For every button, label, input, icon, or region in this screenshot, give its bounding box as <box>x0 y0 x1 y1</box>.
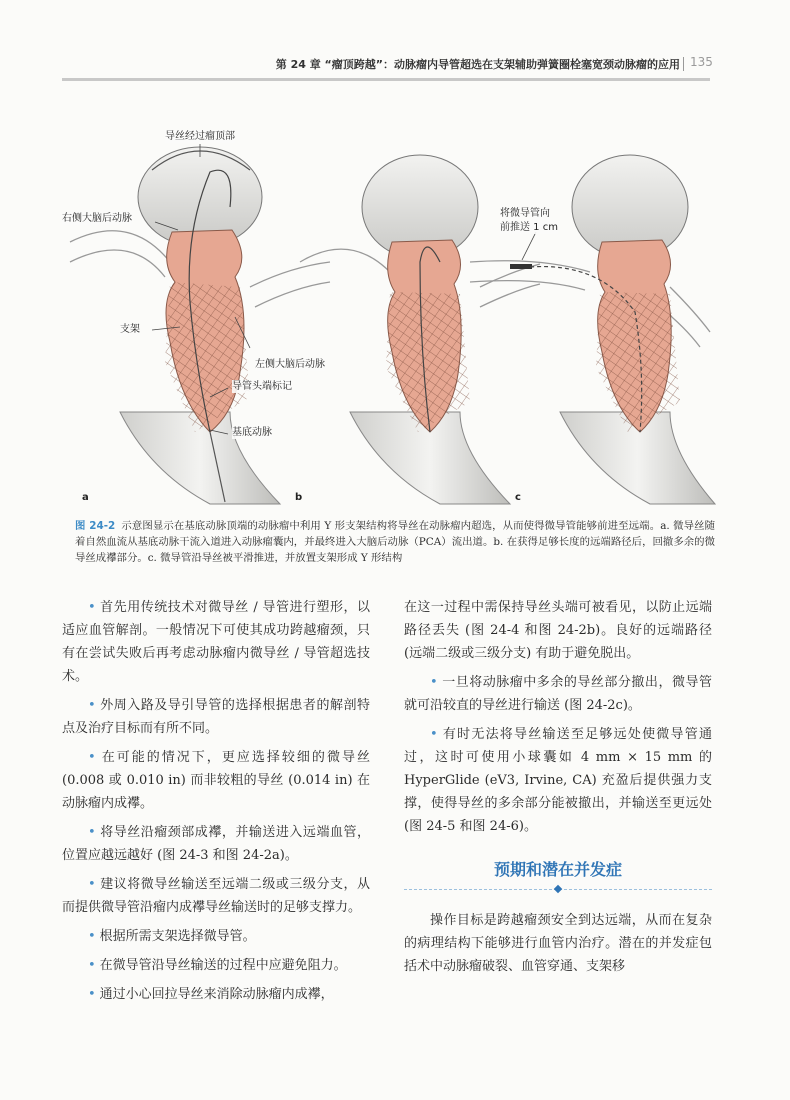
label-catheter-tip: 导管头端标记 <box>232 381 292 392</box>
label-stent: 支架 <box>120 324 140 335</box>
bullet-item <box>62 954 370 977</box>
bullet-marker: • <box>88 877 96 892</box>
continued-paragraph: 在这一过程中需保持导丝头端可被看见，以防止远端路径丢失 (图 24-4 和图 24-2b)。良好的远端路径 (远端二级或三级分支) 有助于避免脱出。 <box>404 600 712 661</box>
label-advance-line-2: 前推送 1 cm <box>500 222 558 233</box>
panel-letter-a: a <box>82 492 89 503</box>
header-divider <box>683 57 684 71</box>
bullet-item <box>62 596 370 688</box>
bullet-marker: • <box>88 825 96 840</box>
bullet-text: 在可能的情况下，更应选择较细的微导丝 (0.008 或 0.010 in) 而非较粗的导丝 (0.014 in) 在动脉瘤内成襻。 <box>62 750 370 811</box>
label-basilar: 基底动脉 <box>232 427 272 438</box>
caption-number: 图 24-2 <box>75 520 116 532</box>
running-header <box>0 52 790 80</box>
label-wire-over-dome: 导丝经过瘤顶部 <box>165 131 235 142</box>
bullet-text: 通过小心回拉导丝来消除动脉瘤内成襻， <box>99 987 334 1002</box>
section-paragraph: 操作目标是跨越瘤颈安全到达远端，从而在复杂的病理结构下能够进行血管内治疗。潜在的并发症包括术中动脉瘤破裂、血管穿通、支架移 <box>404 913 712 974</box>
section-divider <box>404 885 712 895</box>
bullet-marker: • <box>88 750 96 765</box>
bullet-marker: • <box>88 698 96 713</box>
bullet-item <box>404 671 712 717</box>
bullet-marker: • <box>430 675 438 690</box>
bullet-text: 首先用传统技术对微导丝 / 导管进行塑形，以适应血管解剖。一般情况下可使其成功跨越瘤颈，只有在尝试失败后再考虑动脉瘤内微导丝 / 导管超选技术。 <box>62 600 370 684</box>
label-advance-line-1: 将微导管向 <box>500 208 550 219</box>
chapter-title: 第 24 章 “瘤顶跨越”：动脉瘤内导管超选在支架辅助弹簧圈栓塞宽颈动脉瘤的应用 <box>275 58 680 71</box>
figure-caption <box>75 518 715 566</box>
bullet-item <box>62 694 370 740</box>
bullet-item <box>62 983 370 1006</box>
page-number: 135 <box>690 55 713 69</box>
label-left-pca: 左侧大脑后动脉 <box>255 359 325 370</box>
section-heading: 预期和潜在并发症 <box>493 860 622 879</box>
bullet-marker: • <box>88 987 96 1002</box>
caption-text: 示意图显示在基底动脉顶端的动脉瘤中利用 Y 形支架结构将导丝在动脉瘤内超选，从而使得微导管能够前进至远端。a. 微导丝随着自然血流从基底动脉干流入道进入动脉瘤囊内，并最终进入大脑后动脉（PCA）流出道。b. 在获得足够长度的远端路径后，回撤多余的微导丝成襻部分。c. 微导管沿导丝被平滑推进，并放置支架形成 Y 形结构 <box>75 520 716 564</box>
left-column <box>62 596 370 1012</box>
figure-24-2 <box>60 112 720 512</box>
header-rule <box>62 78 710 81</box>
panel-letter-b: b <box>295 492 303 503</box>
bullet-marker: • <box>88 600 96 615</box>
bullet-item <box>62 873 370 919</box>
bullet-text: 外周入路及导引导管的选择根据患者的解剖特点及治疗目标而有所不同。 <box>62 698 370 736</box>
right-column <box>404 596 712 984</box>
bullet-item <box>62 746 370 815</box>
panel-letter-c: c <box>515 492 521 503</box>
bullet-item <box>404 723 712 838</box>
bullet-marker: • <box>88 929 96 944</box>
bullet-marker: • <box>430 727 438 742</box>
bullet-marker: • <box>88 958 96 973</box>
bullet-item <box>62 925 370 948</box>
bullet-text: 将导丝沿瘤颈部成襻，并输送进入远端血管，位置应越远越好 (图 24-3 和图 24-2a)。 <box>62 825 370 863</box>
bullet-item <box>62 821 370 867</box>
bullet-text: 根据所需支架选择微导管。 <box>99 929 256 944</box>
aneurysm-illustration <box>60 112 720 512</box>
panel-a <box>70 147 330 504</box>
label-right-pca: 右侧大脑后动脉 <box>62 213 132 224</box>
bullet-text: 在微导管沿导丝输送的过程中应避免阻力。 <box>99 958 347 973</box>
bullet-text: 有时无法将导丝输送至足够远处使微导管通过，这时可使用小球囊如 4 mm × 15 mm 的 HyperGlide (eV3, Irvine, CA) 充盈后提供强力支撑，使得导丝的多余部分能被撤出，并输送至更远处 (图 24-5 和图 24-6)。 <box>404 727 712 834</box>
bullet-text: 建议将微导丝输送至远端二级或三级分支，从而提供微导管沿瘤内成襻导丝输送时的足够支撑力。 <box>62 877 370 915</box>
bullet-text: 一旦将动脉瘤中多余的导丝部分撤出，微导管就可沿较直的导丝进行输送 (图 24-2c)。 <box>404 675 712 713</box>
